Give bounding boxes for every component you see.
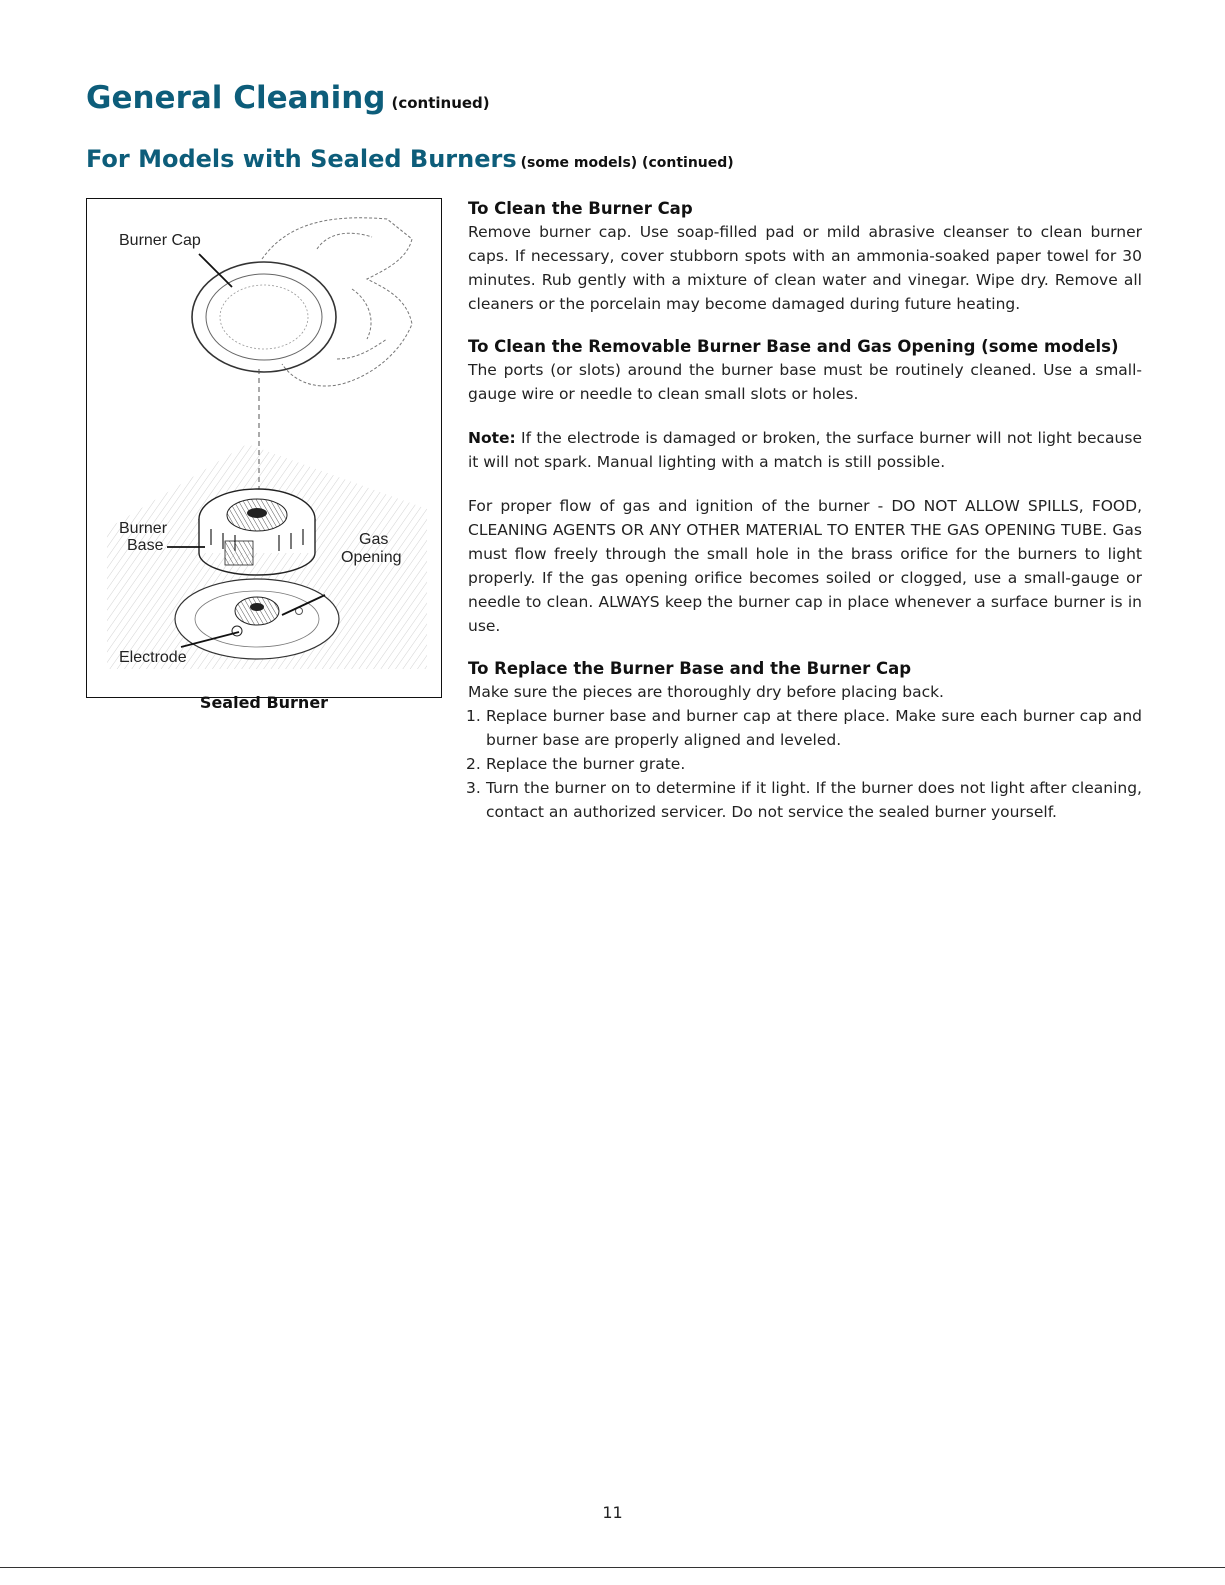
sealed-burner-illustration [87,199,443,699]
section-title-text: For Models with Sealed Burners [86,145,517,173]
list-item [468,776,1142,824]
label-gas: Gas [359,531,389,548]
body-replace-intro: Make sure the pieces are thoroughly dry before placing back. [468,683,944,701]
body-gas-flow: For proper flow of gas and ignition of the burner - DO NOT ALLOW SPILLS, FOOD, CLEANING AGENTS OR ANY OTHER MATERIAL TO ENTER THE GAS OPENING TUBE. Gas must flow freely through the small hole in the brass orifice for the burners to light properly. If the gas opening orifice becomes soiled or clogged, use a small-gauge or needle to clean. ALWAYS keep the burner cap in place whenever a surface burner is in use. [468,497,1142,635]
section-title-suffix: (some models) (continued) [520,155,734,171]
burner-head-drawing [175,579,339,659]
label-burner: Burner [119,520,168,537]
step-number: 2. [466,755,481,773]
step-text: Replace burner base and burner cap at there place. Make sure each burner cap and burner base are properly aligned and leveled. [486,707,1142,749]
sealed-burner-figure [86,198,442,712]
page-title-text: General Cleaning [86,80,386,116]
step-number: 3. [466,779,481,797]
body-clean-cap: Remove burner cap. Use soap-filled pad or mild abrasive cleanser to clean burner caps. If necessary, cover stubborn spots with an ammonia-soaked paper towel for 30 minutes. Rub gently with a mixture of clean water and vinegar. Wipe dry. Remove all cleaners or the porcelain may become damaged during future heating. [468,223,1142,313]
note-label: Note: [468,429,516,447]
note-body: If the electrode is damaged or broken, the surface burner will not light because it will not spark. Manual lighting with a match is still possible. [468,429,1142,471]
list-item [468,752,1142,776]
note-paragraph [468,426,1142,474]
label-base: Base [127,537,164,554]
label-burner-cap: Burner Cap [119,232,201,249]
burner-cap-drawing [192,262,336,372]
label-opening: Opening [341,549,402,566]
page-number: 11 [602,1503,623,1522]
label-electrode: Electrode [119,649,187,666]
section-title [86,145,734,173]
page-title-suffix: (continued) [391,94,490,112]
body-clean-base: The ports (or slots) around the burner base must be routinely cleaned. Use a small-gauge wire or needle to clean small slots or holes. [468,361,1142,403]
heading-clean-base: To Clean the Removable Burner Base and Gas Opening (some models) [468,337,1119,356]
list-item [468,704,1142,752]
page-title [86,80,490,116]
step-text: Turn the burner on to determine if it light. If the burner does not light after cleaning, contact an authorized servicer. Do not service the sealed burner yourself. [486,779,1142,821]
heading-replace: To Replace the Burner Base and the Burner Cap [468,659,912,678]
heading-clean-cap: To Clean the Burner Cap [468,199,693,218]
instructions-column [468,198,1142,824]
step-number: 1. [466,707,481,725]
replace-steps-list [468,704,1142,824]
figure-caption: Sealed Burner [199,693,329,712]
step-text: Replace the burner grate. [486,755,686,773]
hand-drawing [262,218,412,386]
bottom-rule [0,1567,1225,1568]
